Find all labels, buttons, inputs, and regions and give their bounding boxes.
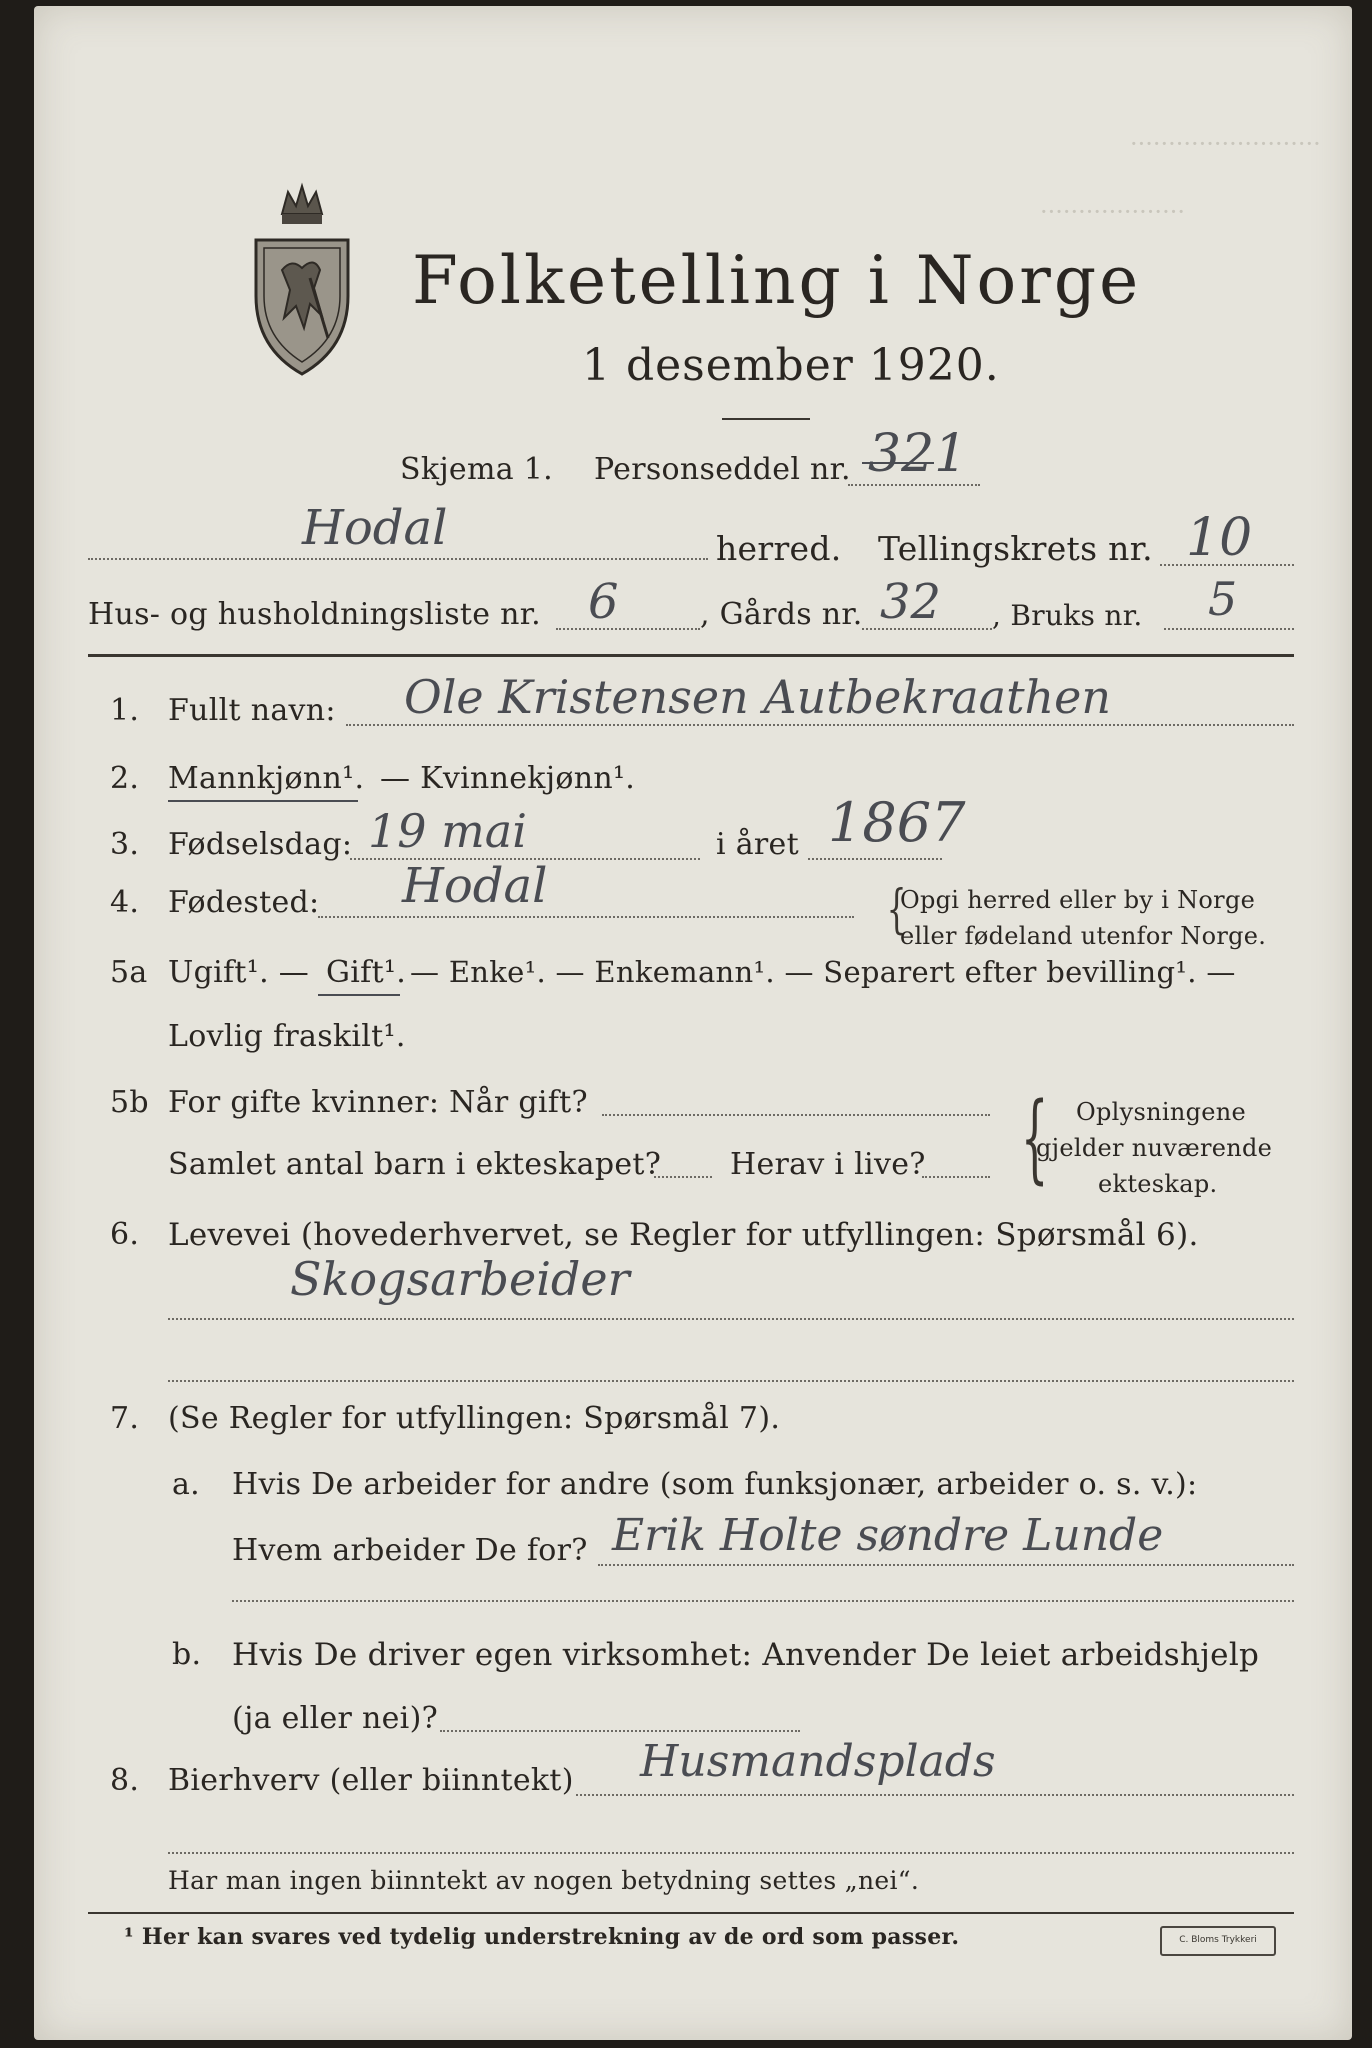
- q7b-label: Hvis De driver egen virksomhet: Anvender De leiet arbeidshjelp: [232, 1637, 1260, 1673]
- q8-number: 8.: [110, 1763, 140, 1798]
- q8-note: Har man ingen biinntekt av nogen betydning settes „nei“.: [168, 1866, 920, 1895]
- printer-stamp-text: C. Bloms Trykkeri: [1179, 1935, 1257, 1945]
- q5a-selection-underline: [318, 994, 400, 996]
- q5b-brace: {: [1020, 1082, 1049, 1194]
- q7a-employer-line: [598, 1564, 1294, 1566]
- q6-line2: [168, 1380, 1294, 1382]
- q1-number: 1.: [110, 693, 140, 728]
- bruks-label: , Bruks nr.: [992, 599, 1143, 632]
- q2-mannkjonn-option: Mannkjønn¹.: [168, 761, 365, 796]
- q5b-line: [602, 1114, 990, 1116]
- q4-number: 4.: [110, 885, 140, 920]
- husliste-label: Hus- og husholdningsliste nr.: [88, 597, 541, 632]
- q5b-note-line2: gjelder nuværende: [1036, 1134, 1273, 1162]
- herred-label: herred.: [716, 529, 842, 568]
- q1-fullname-value: Ole Kristensen Autbekraathen: [404, 670, 1112, 724]
- personseddel-line: [848, 484, 980, 486]
- q4-line: [318, 916, 854, 918]
- herred-value: Hodal: [302, 500, 448, 556]
- header-divider: [88, 654, 1294, 657]
- q2-kvinnekjonn-option: — Kvinnekjønn¹.: [380, 761, 636, 796]
- q8-label: Bierhverv (eller biinntekt): [168, 1763, 574, 1798]
- q1-label: Fullt navn:: [168, 693, 336, 728]
- q5a-gift-option: Gift¹.: [326, 955, 407, 990]
- q6-occupation-value: Skogsarbeider: [290, 1252, 630, 1306]
- q3-label: Fødselsdag:: [168, 827, 353, 862]
- q3-year-value: 1867: [828, 791, 966, 854]
- personseddel-label: Personseddel nr.: [594, 452, 851, 487]
- q4-brace: {: [886, 880, 907, 940]
- q7b-letter: b.: [172, 1637, 202, 1672]
- coat-of-arms-icon: [248, 178, 356, 378]
- footnote: ¹ Her kan svares ved tydelig understrekning av de ord som passer.: [124, 1924, 960, 1950]
- q8-line: [576, 1794, 1294, 1796]
- bruks-line: [1164, 628, 1294, 630]
- q5b-children-label: Samlet antal barn i ekteskapet?: [168, 1147, 662, 1182]
- q7-number: 7.: [110, 1401, 140, 1436]
- q4-label: Fødested:: [168, 885, 320, 920]
- footnote-divider: [88, 1912, 1294, 1914]
- bleed-through-text: ···················: [1040, 198, 1185, 226]
- q3-number: 3.: [110, 827, 140, 862]
- q4-birthplace-value: Hodal: [402, 858, 548, 914]
- q6-line1: [168, 1318, 1294, 1320]
- tellingskrets-label: Tellingskrets nr.: [878, 529, 1153, 568]
- q2-number: 2.: [110, 761, 140, 796]
- gards-value: 32: [880, 574, 942, 630]
- q5b-alive-label: Herav i live?: [730, 1147, 926, 1182]
- q5a-other-options: — Enke¹. — Enkemann¹. — Separert efter bevilling¹. —: [410, 955, 1236, 989]
- husliste-line: [556, 628, 700, 630]
- census-date: 1 desember 1920.: [582, 340, 1000, 391]
- q4-note-line2: eller fødeland utenfor Norge.: [900, 922, 1267, 950]
- q7a-letter: a.: [172, 1467, 201, 1502]
- q6-number: 6.: [110, 1217, 140, 1252]
- q6-label: Levevei (hovederhvervet, se Regler for utfyllingen: Spørsmål 6).: [168, 1217, 1199, 1253]
- bruks-value: 5: [1208, 572, 1238, 626]
- q5b-label: For gifte kvinner: Når gift?: [168, 1085, 588, 1120]
- q8-sideincome-value: Husmandsplads: [640, 1736, 996, 1787]
- title-divider: [722, 418, 810, 420]
- q2-selection-underline: [168, 800, 358, 802]
- q1-line: [346, 724, 1294, 726]
- q3-year-label: i året: [716, 827, 799, 862]
- gards-label: , Gårds nr.: [700, 597, 863, 632]
- q3-year-line: [808, 858, 942, 860]
- q5b-children-line: [654, 1176, 712, 1178]
- q5a-number: 5a: [110, 955, 148, 990]
- q7a-employer-value: Erik Holte søndre Lunde: [612, 1510, 1164, 1561]
- q5b-number: 5b: [110, 1085, 149, 1120]
- herred-line: [88, 558, 708, 560]
- q7a-label: Hvis De arbeider for andre (som funksjonær, arbeider o. s. v.):: [232, 1467, 1198, 1502]
- tellingskrets-value: 10: [1186, 508, 1253, 568]
- q7b-jaeller-nei-label: (ja eller nei)?: [232, 1701, 438, 1736]
- q5a-lovlig-fraskilt-option: Lovlig fraskilt¹.: [168, 1019, 406, 1054]
- q5b-note-line1: Oplysningene: [1076, 1098, 1247, 1126]
- q5b-alive-line: [922, 1176, 990, 1178]
- skjema-label: Skjema 1.: [400, 452, 553, 487]
- personseddel-strike: [862, 462, 934, 464]
- printer-stamp: [1160, 1926, 1276, 1956]
- bleed-through-text: ·························: [1130, 130, 1321, 158]
- form-title: Folketelling i Norge: [412, 242, 1142, 319]
- q5a-ugift-option: Ugift¹. —: [168, 955, 310, 990]
- q5b-note-line3: ekteskap.: [1098, 1170, 1218, 1198]
- q7-label: (Se Regler for utfyllingen: Spørsmål 7).: [168, 1401, 781, 1436]
- q3-birthday-value: 19 mai: [368, 804, 527, 858]
- q4-note-line1: Opgi herred eller by i Norge: [900, 886, 1256, 914]
- q7a-line2: [232, 1600, 1294, 1602]
- husliste-value: 6: [588, 574, 619, 630]
- q7b-line: [440, 1730, 800, 1732]
- personseddel-value: 321: [868, 424, 968, 484]
- q8-line2: [168, 1852, 1294, 1854]
- q7a-employer-label: Hvem arbeider De for?: [232, 1533, 588, 1568]
